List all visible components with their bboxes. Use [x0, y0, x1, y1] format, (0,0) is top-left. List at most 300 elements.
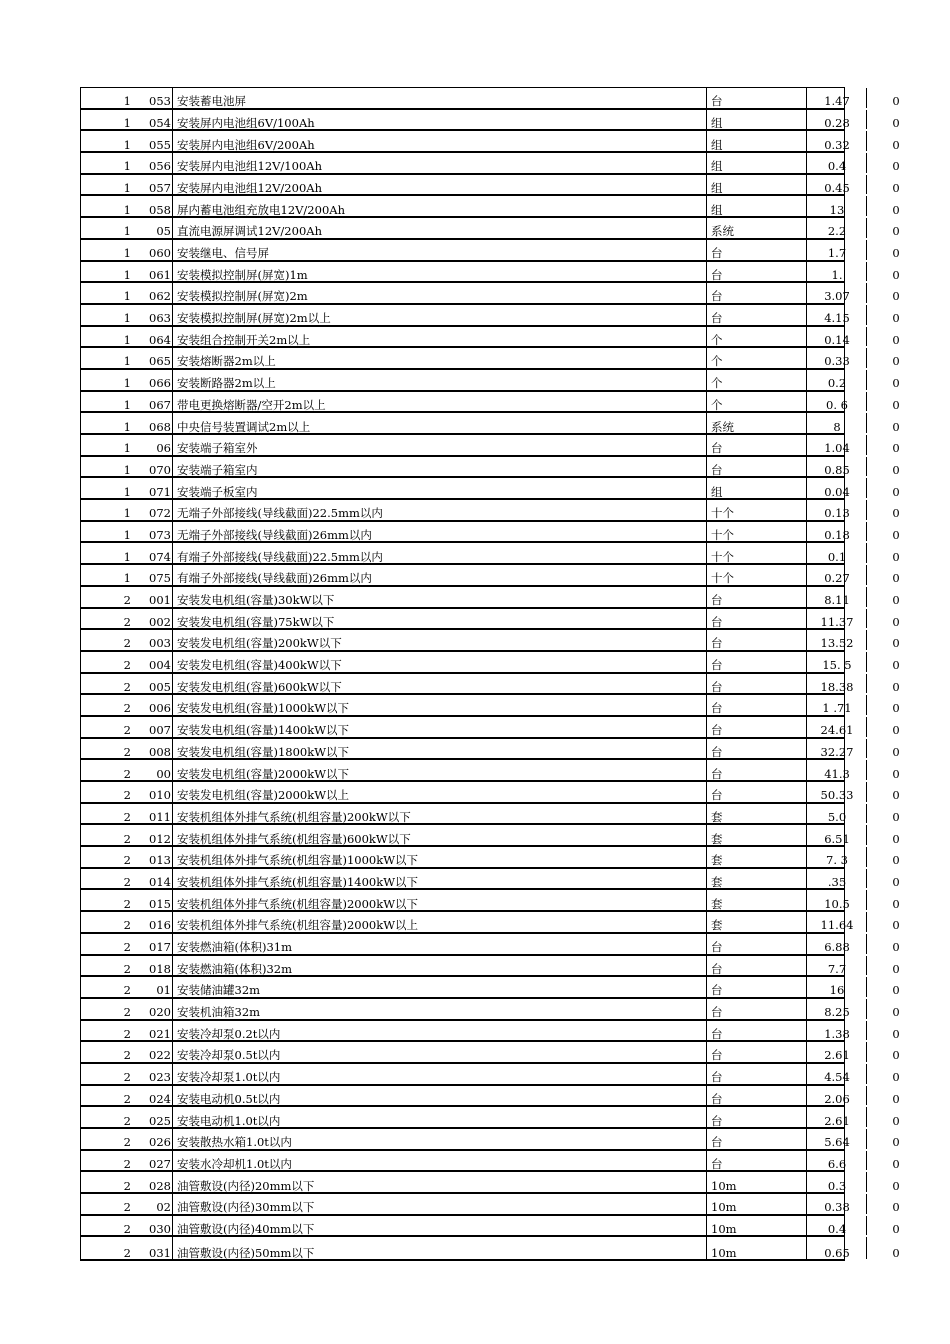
item-code-cell: 008 — [137, 739, 173, 759]
table-row — [81, 674, 900, 696]
zero-cell: 0 — [892, 571, 900, 585]
quota-value-cell: 41.3 — [808, 760, 867, 780]
chapter-cell: 1 — [123, 527, 131, 542]
table-row — [81, 1151, 900, 1173]
chapter-cell: 1 — [123, 419, 131, 433]
chapter-cell: 2 — [123, 766, 131, 780]
unit-cell: 套 — [708, 869, 807, 889]
item-code-cell: 055 — [137, 131, 173, 151]
item-code-cell: 013 — [137, 847, 173, 867]
quota-value-cell: 1.7 — [808, 240, 867, 260]
zero-cell: 0 — [892, 462, 900, 477]
unit-cell: 台 — [708, 739, 807, 759]
unit-cell: 组 — [708, 153, 807, 173]
zero-cell: 0 — [892, 397, 900, 412]
item-name-cell: 安装水冷却机1.0t以内 — [174, 1151, 707, 1171]
item-name-cell: 油管敷设(内径)50mm以下 — [174, 1237, 707, 1259]
table-row — [81, 1129, 900, 1151]
zero-cell: 0 — [892, 874, 900, 889]
table-row — [81, 609, 900, 631]
table-row — [81, 435, 900, 457]
chapter-cell: 1 — [123, 311, 131, 325]
table-row — [81, 1107, 900, 1129]
item-name-cell: 安装机组体外排气系统(机组容量)600kW以下 — [174, 825, 707, 845]
chapter-cell: 2 — [123, 658, 131, 672]
item-code-cell: 054 — [137, 110, 173, 130]
table-row — [81, 565, 900, 587]
chapter-cell: 2 — [123, 831, 131, 846]
item-code-cell: 067 — [137, 392, 173, 412]
item-name-cell: 安装发电机组(容量)200kW以下 — [174, 630, 707, 650]
table-row — [81, 1042, 900, 1064]
table-row — [81, 760, 900, 782]
quota-value-cell: 0.65 — [808, 1237, 867, 1259]
item-name-cell: 安装发电机组(容量)30kW以下 — [174, 587, 707, 607]
item-code-cell: 070 — [137, 457, 173, 477]
item-code-cell: 025 — [137, 1107, 173, 1127]
chapter-cell: 2 — [123, 679, 131, 694]
zero-cell: 0 — [892, 441, 900, 455]
quota-value-cell: 1. — [808, 262, 867, 282]
quota-value-cell: 4.15 — [808, 305, 867, 325]
chapter-cell: 1 — [123, 397, 131, 412]
zero-cell: 0 — [892, 1221, 900, 1236]
unit-cell: 套 — [708, 825, 807, 845]
item-name-cell: 安装机组体外排气系统(机组容量)1000kW以下 — [174, 847, 707, 867]
quota-value-cell: 1.47 — [808, 88, 867, 108]
table-row — [81, 1194, 900, 1216]
item-name-cell: 安装端子箱室外 — [174, 435, 707, 455]
table-row — [81, 305, 900, 327]
quota-value-cell: 0.28 — [808, 110, 867, 130]
unit-cell: 台 — [708, 1064, 807, 1084]
table-row — [81, 88, 900, 110]
table-row — [81, 196, 900, 218]
chapter-cell: 2 — [123, 1178, 131, 1193]
zero-cell: 0 — [892, 202, 900, 217]
unit-cell: 台 — [708, 262, 807, 282]
unit-cell: 台 — [708, 934, 807, 954]
table-row — [81, 847, 900, 869]
zero-cell: 0 — [892, 701, 900, 715]
unit-cell: 个 — [708, 392, 807, 412]
unit-cell: 台 — [708, 674, 807, 694]
item-code-cell: 061 — [137, 262, 173, 282]
item-code-cell: 053 — [137, 88, 173, 108]
item-code-cell: 062 — [137, 283, 173, 303]
item-code-cell: 02 — [137, 1194, 173, 1214]
item-code-cell: 017 — [137, 934, 173, 954]
unit-cell: 台 — [708, 1107, 807, 1127]
chapter-cell: 2 — [123, 874, 131, 889]
unit-cell: 10m — [708, 1172, 807, 1192]
unit-cell: 系统 — [708, 413, 807, 433]
table-row — [81, 500, 900, 522]
chapter-cell: 1 — [123, 224, 131, 238]
unit-cell: 组 — [708, 175, 807, 195]
zero-cell: 0 — [892, 983, 900, 997]
table-row — [81, 804, 900, 826]
item-name-cell: 安装发电机组(容量)400kW以下 — [174, 652, 707, 672]
item-code-cell: 023 — [137, 1064, 173, 1084]
chapter-cell: 2 — [123, 1048, 131, 1062]
item-name-cell: 安装模拟控制屏(屏宽)1m — [174, 262, 707, 282]
item-code-cell: 003 — [137, 630, 173, 650]
zero-cell: 0 — [892, 853, 900, 867]
unit-cell: 台 — [708, 435, 807, 455]
zero-cell: 0 — [892, 1200, 900, 1214]
item-name-cell: 有端子外部接线(导线截面)22.5mm以内 — [174, 543, 707, 563]
item-name-cell: 安装模拟控制屏(屏宽)2m — [174, 283, 707, 303]
item-name-cell: 屏内蓄电池组充放电12V/200Ah — [174, 196, 707, 216]
zero-cell: 0 — [892, 744, 900, 759]
unit-cell: 10m — [708, 1237, 807, 1259]
item-code-cell: 014 — [137, 869, 173, 889]
quota-value-cell: 0.32 — [808, 131, 867, 151]
item-code-cell: 068 — [137, 413, 173, 433]
quota-value-cell: 0.18 — [808, 522, 867, 542]
item-code-cell: 075 — [137, 565, 173, 585]
quota-value-cell: 0.38 — [808, 1194, 867, 1214]
chapter-cell: 1 — [123, 571, 131, 585]
item-name-cell: 安装冷却泵0.2t以内 — [174, 1021, 707, 1041]
unit-cell: 台 — [708, 88, 807, 108]
quota-value-cell: 32.27 — [808, 739, 867, 759]
item-name-cell: 安装发电机组(容量)1800kW以下 — [174, 739, 707, 759]
chapter-cell: 2 — [123, 853, 131, 867]
item-name-cell: 安装继电、信号屏 — [174, 240, 707, 260]
quota-value-cell: 0.45 — [808, 175, 867, 195]
zero-cell: 0 — [892, 115, 900, 130]
zero-cell: 0 — [892, 658, 900, 672]
chapter-cell: 1 — [123, 332, 131, 347]
item-code-cell: 063 — [137, 305, 173, 325]
unit-cell: 十个 — [708, 500, 807, 520]
zero-cell: 0 — [892, 332, 900, 347]
zero-cell: 0 — [892, 1245, 900, 1260]
table-row — [81, 131, 900, 153]
table-row — [81, 283, 900, 305]
item-code-cell: 007 — [137, 717, 173, 737]
unit-cell: 台 — [708, 609, 807, 629]
chapter-cell: 2 — [123, 1113, 131, 1127]
chapter-cell: 2 — [123, 1070, 131, 1084]
unit-cell: 10m — [708, 1194, 807, 1214]
zero-cell: 0 — [892, 831, 900, 846]
item-name-cell: 安装机组体外排气系统(机组容量)2000kW以下 — [174, 890, 707, 910]
item-code-cell: 018 — [137, 956, 173, 976]
quota-value-cell: 16 — [808, 977, 867, 997]
zero-cell: 0 — [892, 961, 900, 976]
item-name-cell: 安装燃油箱(体积)31m — [174, 934, 707, 954]
quota-value-cell: 0. 6 — [808, 392, 867, 412]
chapter-cell: 1 — [123, 246, 131, 260]
chapter-cell: 1 — [123, 202, 131, 217]
chapter-cell: 2 — [123, 1135, 131, 1149]
item-name-cell: 安装蓄电池屏 — [174, 88, 707, 108]
chapter-cell: 2 — [123, 983, 131, 997]
chapter-cell: 1 — [123, 354, 131, 368]
item-name-cell: 安装电动机1.0t以内 — [174, 1107, 707, 1127]
item-code-cell: 005 — [137, 674, 173, 694]
quota-value-cell: 11.64 — [808, 912, 867, 932]
table-row — [81, 934, 900, 956]
unit-cell: 台 — [708, 587, 807, 607]
item-name-cell: 安装机组体外排气系统(机组容量)1400kW以下 — [174, 869, 707, 889]
item-name-cell: 安装端子板室内 — [174, 478, 707, 498]
quota-value-cell: 0.13 — [808, 500, 867, 520]
item-name-cell: 安装储油罐32m — [174, 977, 707, 997]
item-code-cell: 010 — [137, 782, 173, 802]
item-code-cell: 074 — [137, 543, 173, 563]
item-code-cell: 031 — [137, 1237, 173, 1259]
zero-cell: 0 — [892, 636, 900, 650]
chapter-cell: 1 — [123, 549, 131, 564]
zero-cell: 0 — [892, 527, 900, 542]
item-code-cell: 016 — [137, 912, 173, 932]
unit-cell: 台 — [708, 717, 807, 737]
item-code-cell: 072 — [137, 500, 173, 520]
item-name-cell: 安装燃油箱(体积)32m — [174, 956, 707, 976]
item-name-cell: 安装机油箱32m — [174, 999, 707, 1019]
item-code-cell: 022 — [137, 1042, 173, 1062]
unit-cell: 台 — [708, 457, 807, 477]
quota-value-cell: 6.51 — [808, 825, 867, 845]
quota-value-cell: 1 .71 — [808, 695, 867, 715]
table-row — [81, 782, 900, 804]
zero-cell: 0 — [892, 896, 900, 911]
chapter-cell: 2 — [123, 1200, 131, 1214]
zero-cell: 0 — [892, 1113, 900, 1127]
unit-cell: 台 — [708, 1129, 807, 1149]
item-name-cell: 安装发电机组(容量)1000kW以下 — [174, 695, 707, 715]
table-row — [81, 825, 900, 847]
unit-cell: 十个 — [708, 522, 807, 542]
item-code-cell: 001 — [137, 587, 173, 607]
table-row — [81, 327, 900, 349]
table-row — [81, 890, 900, 912]
quota-value-cell: 3.07 — [808, 283, 867, 303]
chapter-cell: 1 — [123, 159, 131, 173]
quota-value-cell: 0.2 — [808, 370, 867, 390]
table-row — [81, 587, 900, 609]
unit-cell: 10m — [708, 1216, 807, 1236]
item-code-cell: 004 — [137, 652, 173, 672]
chapter-cell: 1 — [123, 441, 131, 455]
unit-cell: 组 — [708, 110, 807, 130]
item-code-cell: 064 — [137, 327, 173, 347]
chapter-cell: 2 — [123, 1156, 131, 1171]
quota-value-cell: 15. 5 — [808, 652, 867, 672]
item-code-cell: 024 — [137, 1086, 173, 1106]
table-row — [81, 869, 900, 891]
unit-cell: 台 — [708, 1086, 807, 1106]
unit-cell: 台 — [708, 1021, 807, 1041]
zero-cell: 0 — [892, 224, 900, 238]
zero-cell: 0 — [892, 159, 900, 173]
zero-cell: 0 — [892, 506, 900, 520]
item-code-cell: 060 — [137, 240, 173, 260]
unit-cell: 系统 — [708, 218, 807, 238]
unit-cell: 套 — [708, 912, 807, 932]
item-code-cell: 006 — [137, 695, 173, 715]
unit-cell: 台 — [708, 782, 807, 802]
item-name-cell: 中央信号装置调试2m以上 — [174, 413, 707, 433]
zero-cell: 0 — [892, 354, 900, 368]
table-row — [81, 1064, 900, 1086]
unit-cell: 组 — [708, 478, 807, 498]
quota-value-cell: 2.61 — [808, 1042, 867, 1062]
quota-value-cell: 5.0 — [808, 804, 867, 824]
quota-value-cell: 1.38 — [808, 1021, 867, 1041]
quota-value-cell: 0.27 — [808, 565, 867, 585]
zero-cell: 0 — [892, 267, 900, 282]
item-name-cell: 安装发电机组(容量)75kW以下 — [174, 609, 707, 629]
zero-cell: 0 — [892, 549, 900, 564]
table-row — [81, 739, 900, 761]
table-row — [81, 1216, 900, 1238]
quota-value-cell: 0.14 — [808, 327, 867, 347]
zero-cell: 0 — [892, 1070, 900, 1084]
item-name-cell: 安装组合控制开关2m以上 — [174, 327, 707, 347]
item-code-cell: 012 — [137, 825, 173, 845]
zero-cell: 0 — [892, 1135, 900, 1149]
quota-value-cell: 2.2 — [808, 218, 867, 238]
quota-value-cell: 8.11 — [808, 587, 867, 607]
zero-cell: 0 — [892, 376, 900, 390]
item-name-cell: 安装屏内电池组12V/100Ah — [174, 153, 707, 173]
unit-cell: 台 — [708, 283, 807, 303]
unit-cell: 台 — [708, 999, 807, 1019]
chapter-cell: 1 — [123, 462, 131, 477]
zero-cell: 0 — [892, 1048, 900, 1062]
table-row — [81, 478, 900, 500]
quota-value-cell: 2.06 — [808, 1086, 867, 1106]
quota-value-cell: 2.61 — [808, 1107, 867, 1127]
item-name-cell: 有端子外部接线(导线截面)26mm以内 — [174, 565, 707, 585]
zero-cell: 0 — [892, 180, 900, 195]
unit-cell: 台 — [708, 1042, 807, 1062]
table-row — [81, 1021, 900, 1043]
item-name-cell: 油管敷设(内径)20mm以下 — [174, 1172, 707, 1192]
item-code-cell: 058 — [137, 196, 173, 216]
zero-cell: 0 — [892, 723, 900, 737]
chapter-cell: 2 — [123, 896, 131, 911]
item-name-cell: 带电更换熔断器/空开2m以上 — [174, 392, 707, 412]
quota-value-cell: 0.33 — [808, 348, 867, 368]
unit-cell: 台 — [708, 240, 807, 260]
unit-cell: 组 — [708, 131, 807, 151]
zero-cell: 0 — [892, 593, 900, 607]
quota-value-cell: 0.4 — [808, 1216, 867, 1236]
zero-cell: 0 — [892, 940, 900, 954]
table-row — [81, 110, 900, 132]
chapter-cell: 1 — [123, 267, 131, 282]
chapter-cell: 2 — [123, 1221, 131, 1236]
table-row — [81, 392, 900, 414]
unit-cell: 个 — [708, 348, 807, 368]
quota-value-cell: 6.6 — [808, 1151, 867, 1171]
quota-value-cell: 24.61 — [808, 717, 867, 737]
item-name-cell: 安装屏内电池组6V/200Ah — [174, 131, 707, 151]
chapter-cell: 2 — [123, 744, 131, 759]
quota-value-cell: 7. 3 — [808, 847, 867, 867]
chapter-cell: 1 — [123, 94, 131, 108]
chapter-cell: 1 — [123, 484, 131, 499]
item-name-cell: 安装冷却泵0.5t以内 — [174, 1042, 707, 1062]
item-code-cell: 00 — [137, 760, 173, 780]
item-code-cell: 056 — [137, 153, 173, 173]
item-code-cell: 030 — [137, 1216, 173, 1236]
item-name-cell: 安装机组体外排气系统(机组容量)200kW以下 — [174, 804, 707, 824]
quota-value-cell: 18.38 — [808, 674, 867, 694]
item-name-cell: 安装屏内电池组12V/200Ah — [174, 175, 707, 195]
table-row — [81, 695, 900, 717]
table-row — [81, 912, 900, 934]
quota-value-cell: 11.37 — [808, 609, 867, 629]
chapter-cell: 2 — [123, 1026, 131, 1041]
table-row — [81, 457, 900, 479]
unit-cell: 十个 — [708, 565, 807, 585]
quota-value-cell: 8.25 — [808, 999, 867, 1019]
chapter-cell: 1 — [123, 289, 131, 303]
chapter-cell: 1 — [123, 115, 131, 130]
unit-cell: 台 — [708, 977, 807, 997]
table-row — [81, 522, 900, 544]
item-name-cell: 安装机组体外排气系统(机组容量)2000kW以上 — [174, 912, 707, 932]
unit-cell: 个 — [708, 327, 807, 347]
zero-cell: 0 — [892, 94, 900, 108]
item-name-cell: 无端子外部接线(导线截面)22.5mm以内 — [174, 500, 707, 520]
zero-cell: 0 — [892, 766, 900, 780]
quota-value-cell: 1.04 — [808, 435, 867, 455]
table-row — [81, 652, 900, 674]
zero-cell: 0 — [892, 484, 900, 499]
table-row — [81, 218, 900, 240]
unit-cell: 台 — [708, 1151, 807, 1171]
table-row — [81, 630, 900, 652]
quota-value-cell: 0.1 — [808, 543, 867, 563]
chapter-cell: 2 — [123, 614, 131, 629]
zero-cell: 0 — [892, 679, 900, 694]
zero-cell: 0 — [892, 918, 900, 932]
item-code-cell: 020 — [137, 999, 173, 1019]
item-name-cell: 直流电源屏调试12V/200Ah — [174, 218, 707, 238]
item-code-cell: 06 — [137, 435, 173, 455]
quota-value-cell: 13.52 — [808, 630, 867, 650]
table-row — [81, 543, 900, 565]
unit-cell: 台 — [708, 630, 807, 650]
unit-cell: 套 — [708, 847, 807, 867]
quota-value-cell: 13 — [808, 196, 867, 216]
item-code-cell: 028 — [137, 1172, 173, 1192]
unit-cell: 台 — [708, 652, 807, 672]
chapter-cell: 2 — [123, 940, 131, 954]
zero-cell: 0 — [892, 137, 900, 152]
unit-cell: 套 — [708, 890, 807, 910]
unit-cell: 台 — [708, 695, 807, 715]
quota-value-cell: 8 — [808, 413, 867, 433]
zero-cell: 0 — [892, 1026, 900, 1041]
table-row — [81, 999, 900, 1021]
chapter-cell: 2 — [123, 593, 131, 607]
quota-value-cell: 10.5 — [808, 890, 867, 910]
item-code-cell: 01 — [137, 977, 173, 997]
table-row — [81, 956, 900, 978]
quota-value-cell: 0.4 — [808, 153, 867, 173]
table-row — [81, 348, 900, 370]
table-row — [81, 413, 900, 435]
